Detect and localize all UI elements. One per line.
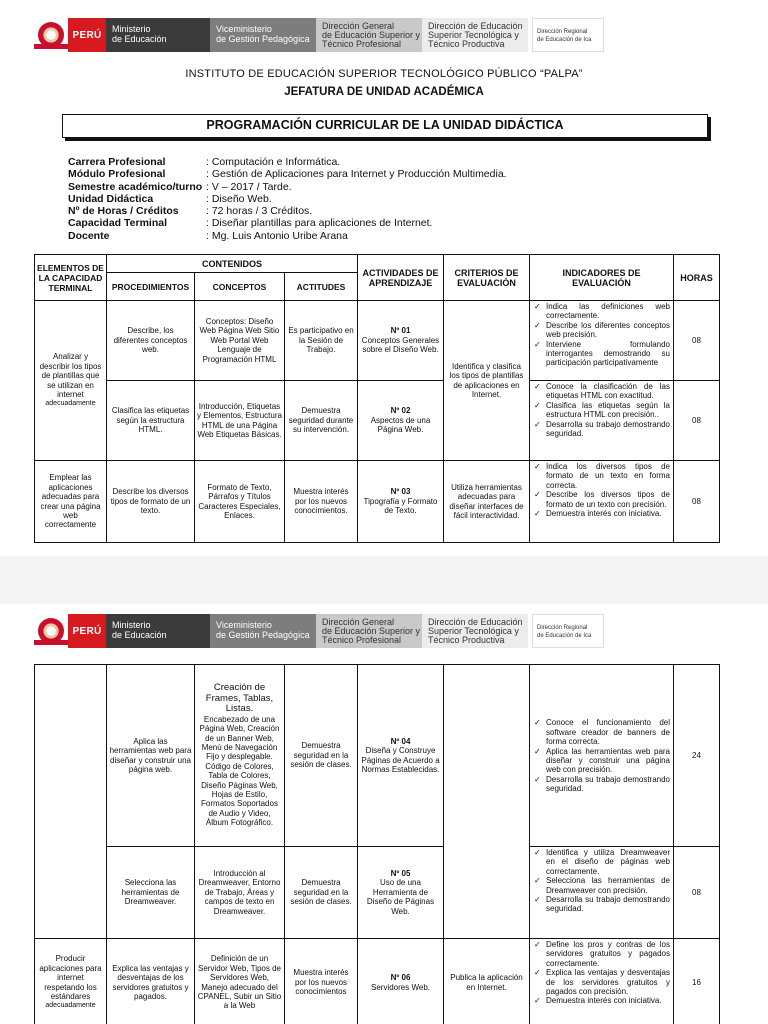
elemento-cell: Producir aplicaciones para internet respetando los estándares adecuadamente	[35, 939, 107, 1024]
header-horas: HORAS	[674, 255, 720, 301]
actividad-cell: Nº 04 Diseña y Construye Páginas de Acuerdo a Normas Establecidas.	[358, 665, 444, 847]
indicadores-cell: ✓ Define los pros y contras de los servidores gratuitos y pagados correctamente. ✓ Explica las ventajas y desventajas de los servidores gratuitos y pagados con precisión. ✓ Demuestra interés con iniciativa.	[530, 939, 674, 1024]
procedimiento-cell: Describe, los diferentes conceptos web.	[107, 301, 195, 381]
procedimiento-cell: Clasifica las etiquetas según la estructura HTML.	[107, 381, 195, 461]
viceministerio-label: Viceministerio de Gestión Pedagógica	[210, 18, 316, 52]
direccion-general-label: Dirección General de Educación Superior y Técnico Profesional	[316, 614, 422, 648]
concepto-cell: Conceptos: Diseño Web Página Web Sitio Web Portal Web Lenguaje de Programación HTML	[195, 301, 285, 381]
horas-cell: 24	[674, 665, 720, 847]
table-row	[35, 847, 720, 939]
curriculum-table-2	[34, 664, 720, 1024]
info-row: Unidad Didáctica : Diseño Web.	[68, 192, 272, 205]
concepto-cell: Introducción al Dreamweaver, Entorno de Trabajo, Áreas y campos de texto en Dreamweaver.	[195, 847, 285, 939]
curriculum-table-1	[34, 254, 720, 543]
indicadores-cell: ✓ Indica los diversos tipos de formato de un texto en forma correcta. ✓ Describe los diversos tipos de formato de un texto con precisión. ✓ Demuestra interés con iniciativa.	[530, 461, 674, 543]
header-criterios: CRITERIOS DE EVALUACIÓN	[444, 255, 530, 301]
horas-cell: 08	[674, 301, 720, 381]
actitud-cell: Es participativo en la Sesión de Trabajo.	[285, 301, 358, 381]
header-conceptos: CONCEPTOS	[195, 273, 285, 301]
actividad-cell: Nº 06 Servidores Web.	[358, 939, 444, 1024]
table-row	[35, 381, 720, 461]
course-info	[68, 156, 507, 242]
indicadores-cell: ✓ Identifica y utiliza Dreamweaver en el diseño de páginas web correctamente. ✓ Selecciona las herramientas de Dreamweaver con precisión. ✓ Desarrolla su trabajo demostrando seguridad.	[530, 847, 674, 939]
actitud-cell: Muestra interés por los nuevos conocimientos.	[285, 461, 358, 543]
header-actitudes: ACTITUDES	[285, 273, 358, 301]
table-row	[35, 461, 720, 543]
ministerio-label: Ministerio de Educación	[106, 18, 210, 52]
actitud-cell: Demuestra seguridad en la sesión de clases.	[285, 847, 358, 939]
procedimiento-cell: Explica las ventajas y desventajas de los servidores gratuitos y pagados.	[107, 939, 195, 1024]
actividad-cell: Nº 01 Conceptos Generales sobre el Diseño Web.	[358, 301, 444, 381]
peru-crest-icon	[34, 18, 68, 52]
header-elementos: ELEMENTOS DE LA CAPACIDAD TERMINAL	[35, 255, 107, 301]
direccion-educacion-label: Dirección de Educación Superior Tecnológica y Técnico Productiva	[422, 18, 528, 52]
header-contenidos: CONTENIDOS	[107, 255, 358, 273]
header-indicadores: INDICADORES DE EVALUACIÓN	[530, 255, 674, 301]
criterio-cell: Identifica y clasifica los tipos de plantillas de aplicaciones en Internet.	[444, 301, 530, 461]
concepto-cell: Definición de un Servidor Web, Tipos de Servidores Web, Manejo adecuado del CPANEL, Subir un Sitio a la Web	[195, 939, 285, 1024]
horas-cell: 16	[674, 939, 720, 1024]
actividad-cell: Nº 02 Aspectos de una Página Web.	[358, 381, 444, 461]
header-banner	[34, 18, 614, 52]
peru-label: PERÚ	[68, 614, 106, 648]
jefatura-heading: JEFATURA DE UNIDAD ACADÉMICA	[284, 86, 484, 98]
criterio-cell: Utiliza herramientas adecuadas para diseñar interfaces de fácil interactividad.	[444, 461, 530, 543]
indicadores-cell: ✓ Indica las definiciones web correctamente. ✓ Describe los diferentes conceptos web precisión. ✓ Interviene formulando interrogantes demostrando su participación participativamente	[530, 301, 674, 381]
procedimiento-cell: Describe los diversos tipos de formato de un texto.	[107, 461, 195, 543]
actividad-cell: Nº 05 Uso de una Herramienta de Diseño de Páginas Web.	[358, 847, 444, 939]
criterio-cell	[444, 665, 530, 939]
actitud-cell: Demuestra seguridad durante su intervención.	[285, 381, 358, 461]
actitud-cell: Demuestra seguridad en la sesión de clases.	[285, 665, 358, 847]
table-row	[35, 665, 720, 847]
header-actividades: ACTIVIDADES DE APRENDIZAJE	[358, 255, 444, 301]
header-banner	[34, 614, 614, 648]
direccion-regional-label: Dirección Regional de Educación de Ica	[532, 18, 604, 52]
info-row: Nº de Horas / Créditos : 72 horas / 3 Créditos.	[68, 205, 313, 218]
table-row	[35, 939, 720, 1024]
info-row: Semestre académico/turno : V – 2017 / Tarde.	[68, 180, 292, 193]
info-row: Carrera Profesional : Computación e Informática.	[68, 156, 341, 168]
horas-cell: 08	[674, 847, 720, 939]
page-separator	[0, 556, 768, 604]
ministerio-label: Ministerio de Educación	[106, 614, 210, 648]
actividad-cell: Nº 03 Tipografía y Formato de Texto.	[358, 461, 444, 543]
criterio-cell: Publica la aplicación en Internet.	[444, 939, 530, 1024]
header-procedimientos: PROCEDIMIENTOS	[107, 273, 195, 301]
info-row: Docente : Mg. Luis Antonio Uribe Arana	[68, 229, 348, 242]
indicadores-cell: ✓ Conoce la clasificación de las etiquetas HTML con exactitud. ✓ Clasifica las etiquetas según la estructura HTML con precisión.. ✓ Desarrolla su trabajo demostrando seguridad.	[530, 381, 674, 461]
direccion-educacion-label: Dirección de Educación Superior Tecnológica y Técnico Productiva	[422, 614, 528, 648]
document-page-2	[0, 604, 768, 1024]
elemento-cell: Analizar y describir los tipos de plantillas que se utilizan en internet adecuadamente	[35, 301, 107, 461]
horas-cell: 08	[674, 461, 720, 543]
peru-label: PERÚ	[68, 18, 106, 52]
page-title: PROGRAMACIÓN CURRICULAR DE LA UNIDAD DIDÁCTICA	[62, 114, 708, 138]
elemento-cell: Emplear las aplicaciones adecuadas para crear una página web correctamente	[35, 461, 107, 543]
procedimiento-cell: Selecciona las herramientas de Dreamweaver.	[107, 847, 195, 939]
table-row	[35, 301, 720, 381]
concepto-cell: Formato de Texto, Párrafos y Títulos Caracteres Especiales, Enlaces.	[195, 461, 285, 543]
institute-name: INSTITUTO DE EDUCACIÓN SUPERIOR TECNOLÓGICO PÚBLICO “PALPA”	[185, 68, 583, 80]
concepto-cell: Creación de Frames, Tablas, Listas. Encabezado de una Página Web, Creación de un Banner Web, Menú de Navegación Fijo y desplegable. Código de Colores, Tabla de Colores, Diseño Páginas Web, Hojas de Estilo, Formatos Soportados de Audio y Video, Álbum Fotográfico.	[195, 665, 285, 847]
info-row: Capacidad Terminal : Diseñar plantillas para aplicaciones de Internet.	[68, 217, 433, 230]
direccion-regional-label: Dirección Regional de Educación de Ica	[532, 614, 604, 648]
concepto-cell: Introducción, Etiquetas y Elementos, Estructura HTML de una Página Web Etiquetas Básicas.	[195, 381, 285, 461]
viceministerio-label: Viceministerio de Gestión Pedagógica	[210, 614, 316, 648]
elemento-cell	[35, 665, 107, 939]
indicadores-cell: ✓ Conoce el funcionamiento del software creador de banners de forma correcta. ✓ Aplica las herramientas web para diseñar y construir una página web con precisión. ✓ Desarrolla su trabajo demostrando seguridad.	[530, 665, 674, 847]
procedimiento-cell: Aplica las herramientas web para diseñar y construir una página web.	[107, 665, 195, 847]
info-row: Módulo Profesional : Gestión de Aplicaciones para Internet y Producción Multimedia.	[68, 168, 507, 181]
peru-crest-icon	[34, 614, 68, 648]
actitud-cell: Muestra interés por los nuevos conocimientos	[285, 939, 358, 1024]
horas-cell: 08	[674, 381, 720, 461]
direccion-general-label: Dirección General de Educación Superior y Técnico Profesional	[316, 18, 422, 52]
